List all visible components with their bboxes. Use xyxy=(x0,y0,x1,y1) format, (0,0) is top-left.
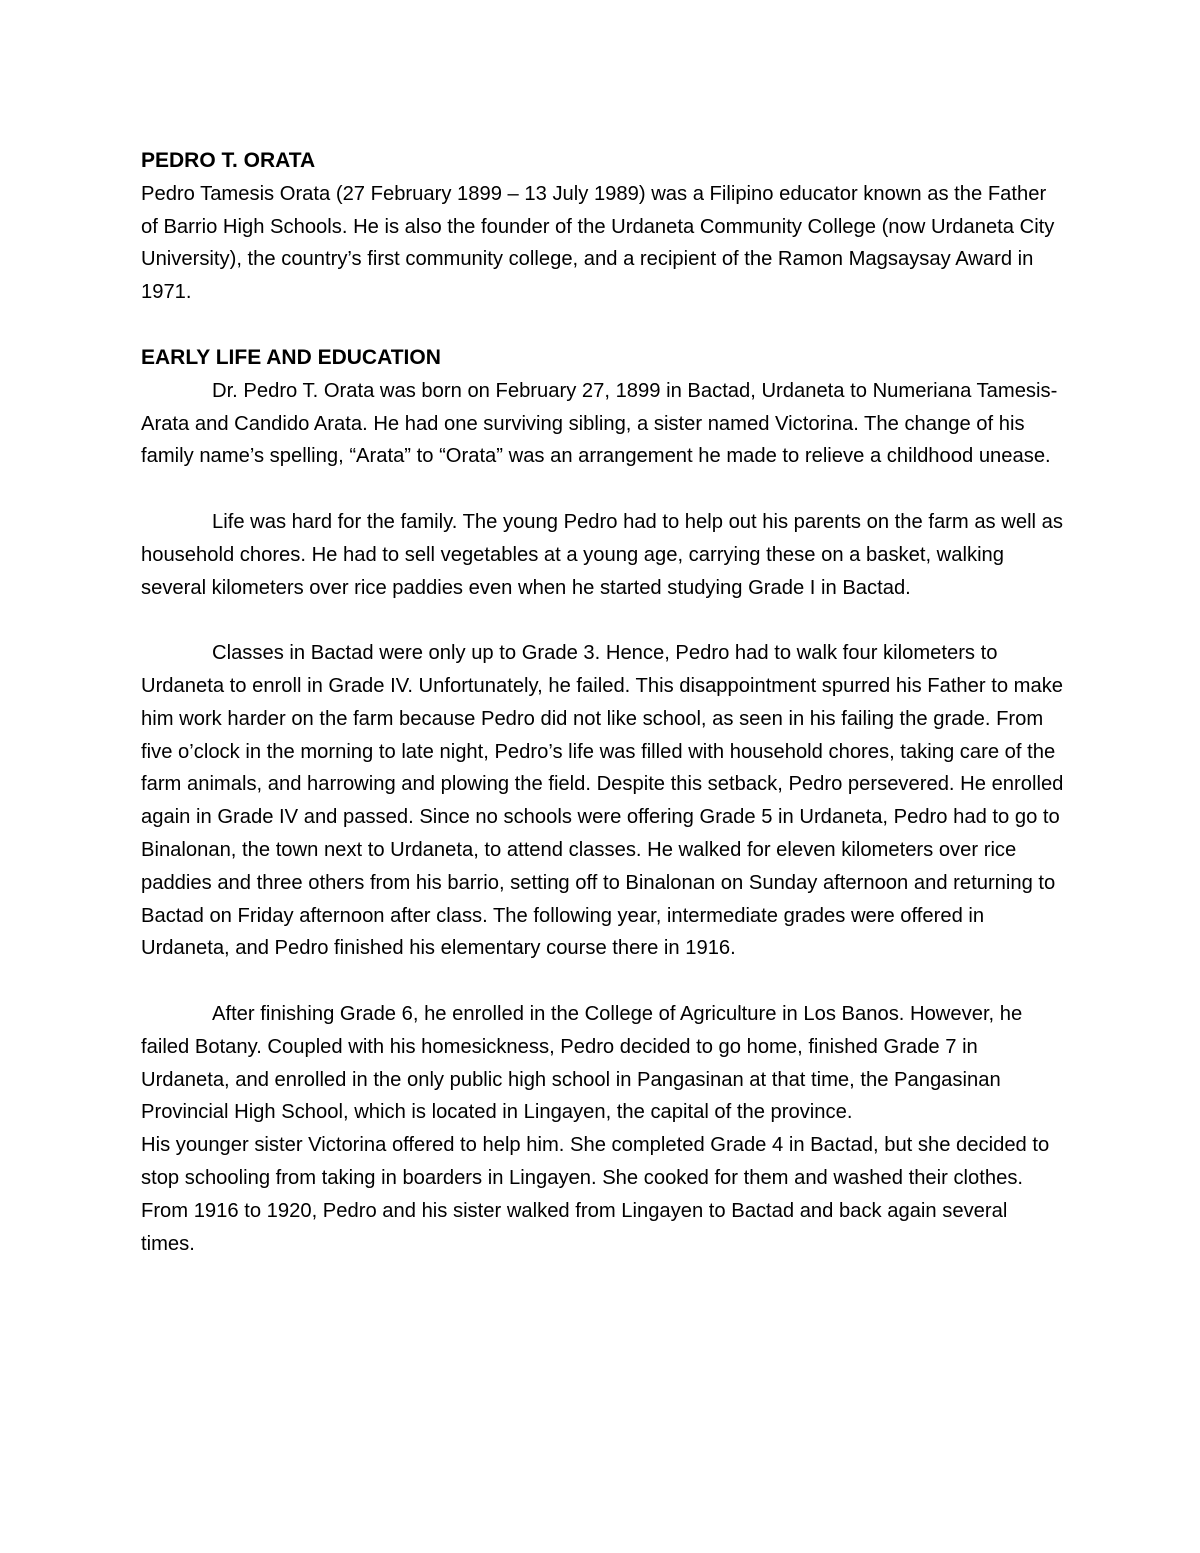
paragraph-elementary: Classes in Bactad were only up to Grade 3. Hence, Pedro had to walk four kilometers to Urdaneta to enroll in Grade IV. Unfortunately, he failed. This disappointment spurred his Father to make him work harder on the farm because Pedro did not like school, as seen in his failing the grade. From five o’clock in the morning to late night, Pedro’s life was filled with household chores, taking care of the farm animals, and harrowing and plowing the field. Despite this setback, Pedro persevered. He enrolled again in Grade IV and passed. Since no schools were offering Grade 5 in Urdaneta, Pedro had to go to Binalonan, the town next to Urdaneta, to attend classes. He walked for eleven kilometers over rice paddies and three others from his barrio, setting off to Binalonan on Sunday afternoon and returning to Bactad on Friday afternoon after class. The following year, intermediate grades were offered in Urdaneta, and Pedro finished his elementary course there in 1916. xyxy=(141,642,1064,960)
intro-paragraph: Pedro Tamesis Orata (27 February 1899 – 13 July 1989) was a Filipino educator known as the Father of Barrio High Schools. He is also the founder of the Urdaneta Community College (now Urdaneta City University), the country’s first community college, and a recipient of the Ramon Magsaysay Award in 1971. xyxy=(141,182,1055,304)
paragraph-birth: Dr. Pedro T. Orata was born on February 27, 1899 in Bactad, Urdaneta to Numeriana Tamesis-Arata and Candido Arata. He had one surviving sibling, a sister named Victorina. The change of his family name’s spelling, “Arata” to “Orata” was an arrangement he made to relieve a childhood unease. xyxy=(141,379,1058,468)
document-body xyxy=(141,145,1066,1260)
paragraph-childhood: Life was hard for the family. The young Pedro had to help out his parents on the farm as well as household chores. He had to sell vegetables at a young age, carrying these on a basket, walking several kilometers over rice paddies even when he started studying Grade I in Bactad. xyxy=(141,510,1063,599)
section-heading: EARLY LIFE AND EDUCATION xyxy=(141,345,441,369)
paragraph-sister: His younger sister Victorina offered to help him. She completed Grade 4 in Bactad, but she decided to stop schooling from taking in boarders in Lingayen. She cooked for them and washed their clothes. From 1916 to 1920, Pedro and his sister walked from Lingayen to Bactad and back again several times. xyxy=(141,1134,1050,1255)
paragraph-high-school: After finishing Grade 6, he enrolled in the College of Agriculture in Los Banos. However, he failed Botany. Coupled with his homesickness, Pedro decided to go home, finished Grade 7 in Urdaneta, and enrolled in the only public high school in Pangasinan at that time, the Pangasinan Provincial High School, which is located in Lingayen, the capital of the province. xyxy=(141,1002,1023,1124)
document-title: PEDRO T. ORATA xyxy=(141,149,316,172)
